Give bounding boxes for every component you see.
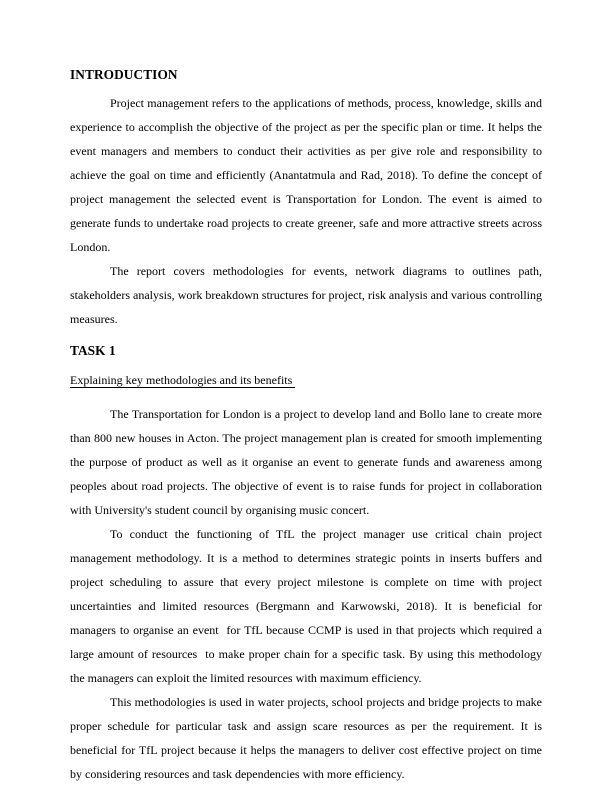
document-body bbox=[70, 67, 545, 786]
paragraph-intro-2: The report covers methodologies for events, network diagrams to outlines path, stakeholders analysis, work breakdown structures for project, risk analysis and various controlling measures. bbox=[70, 264, 545, 327]
paragraph-task1-2: To conduct the functioning of TfL the project manager use critical chain project management methodology. It is a method to determines strategic points in inserts buffers and project scheduling to assure that every project milestone is complete on time with project uncertainties and limited resources (Bergmann and Karwowski, 2018). It is beneficial for managers to organise an event for TfL because CCMP is used in that projects which required a large amount of resources to make proper chain for a specific task. By using this methodology the managers can exploit the limited resources with maximum efficiency. bbox=[70, 526, 545, 685]
subheading-container bbox=[70, 371, 542, 396]
paragraph-task1-1: The Transportation for London is a project to develop land and Bollo lane to create more than 800 new houses in Acton. The project management plan is created for smooth implementing the purpose of product as well as it organise an event to generate funds and awareness among peoples about road projects. The objective of event is to raise funds for project in collaboration with University's student council by organising music concert. bbox=[70, 406, 545, 517]
paragraph-intro-1: Project management refers to the applications of methods, process, knowledge, skills and experience to accomplish the objective of the project as per the specific plan or time. It helps the event managers and members to conduct their activities as per give role and responsibility to achieve the goal on time and efficiently (Anantatmula and Rad, 2018). To define the concept of project management the selected event is Transportation for London. The event is aimed to generate funds to undertake road projects to create greener, safe and more attractive streets across London. bbox=[70, 96, 545, 255]
subheading-methodologies: Explaining key methodologies and its benefits bbox=[70, 372, 296, 387]
heading-task-1: TASK 1 bbox=[70, 343, 116, 359]
heading-introduction: INTRODUCTION bbox=[70, 67, 178, 82]
paragraph-task1-3: This methodologies is used in water projects, school projects and bridge projects to make proper schedule for particular task and assign scare resources as per the requirement. It is beneficial for TfL project because it helps the managers to deliver cost effective project on time by considering resources and task dependencies with more efficiency. bbox=[70, 694, 545, 781]
